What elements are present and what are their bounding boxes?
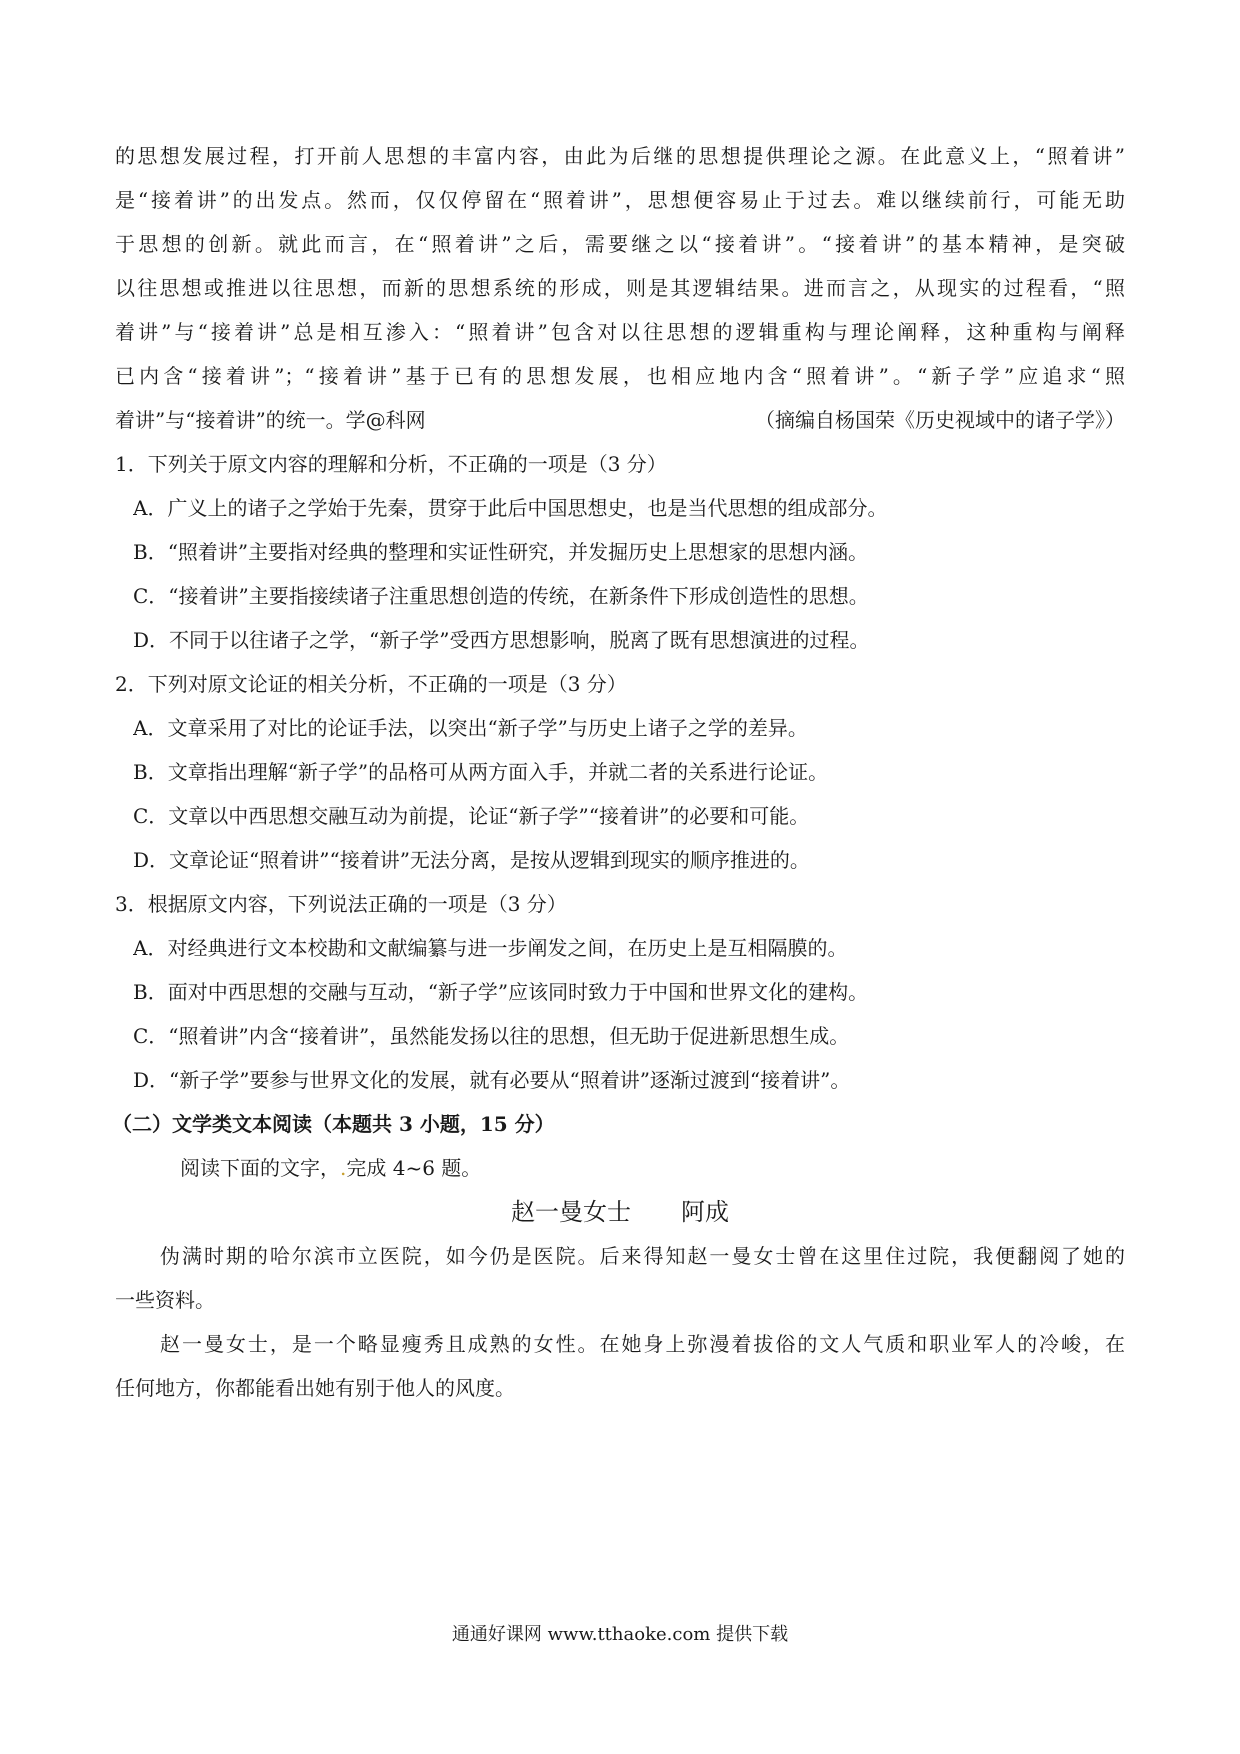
- passage-text: 着讲”与“接着讲”的统一。学@科网: [115, 408, 426, 432]
- question-stem: 3．根据原文内容，下列说法正确的一项是（3 分）: [115, 892, 567, 916]
- option-d: D．不同于以往诸子之学，“新子学”受西方思想影响，脱离了既有思想演进的过程。: [133, 628, 870, 652]
- story-line: 任何地方，你都能看出她有别于他人的风度。: [115, 1376, 515, 1400]
- story-line: 赵一曼女士，是一个略显瘦秀且成熟的女性。在她身上弥漫着拔俗的文人气质和职业军人的冷峻，在: [160, 1332, 1125, 1356]
- option-a: A．广义上的诸子之学始于先秦，贯穿于此后中国思想史，也是当代思想的组成部分。: [133, 496, 888, 520]
- story-line: 伪满时期的哈尔滨市立医院，如今仍是医院。后来得知赵一曼女士曾在这里住过院，我便翻阅了她的: [160, 1244, 1125, 1268]
- story-author: 阿成: [681, 1198, 729, 1226]
- option-c: C．“接着讲”主要指接续诸子注重思想创造的传统，在新条件下形成创造性的思想。: [133, 584, 869, 608]
- section-heading: （二）文学类文本阅读（本题共 3 小题，15 分）: [112, 1112, 555, 1136]
- option-b: B．文章指出理解“新子学”的品格可从两方面入手，并就二者的关系进行论证。: [133, 760, 829, 784]
- passage-last-line: [115, 406, 1125, 434]
- stray-dot: .: [340, 1156, 347, 1180]
- option-a: A．文章采用了对比的论证手法，以突出“新子学”与历史上诸子之学的差异。: [133, 716, 808, 740]
- passage-line: 于思想的创新。就此而言，在“照着讲”之后，需要继之以“接着讲”。“接着讲”的基本精神，是突破: [115, 232, 1125, 256]
- option-b: B．面对中西思想的交融与互动，“新子学”应该同时致力于中国和世界文化的建构。: [133, 980, 869, 1004]
- passage-line: 的思想发展过程，打开前人思想的丰富内容，由此为后继的思想提供理论之源。在此意义上，“照着讲”: [115, 144, 1125, 168]
- instruction: [180, 1154, 1190, 1182]
- option-a: A．对经典进行文本校勘和文献编纂与进一步阐发之间，在历史上是互相隔膜的。: [133, 936, 848, 960]
- option-d: D．文章论证“照着讲”“接着讲”无法分离，是按从逻辑到现实的顺序推进的。: [133, 848, 810, 872]
- story-title: 赵一曼女士: [511, 1198, 631, 1226]
- option-d: D．“新子学”要参与世界文化的发展，就有必要从“照着讲”逐渐过渡到“接着讲”。: [133, 1068, 851, 1092]
- option-c: C．文章以中西思想交融互动为前提，论证“新子学”“接着讲”的必要和可能。: [133, 804, 810, 828]
- story-line: 一些资料。: [115, 1288, 215, 1312]
- passage-line: 以往思想或推进以往思想，而新的思想系统的形成，则是其逻辑结果。进而言之，从现实的过程看，“照: [115, 276, 1125, 300]
- passage-line: 着讲”与“接着讲”总是相互渗入：“照着讲”包含对以往思想的逻辑重构与理论阐释，这种重构与阐释: [115, 320, 1125, 344]
- option-c: C．“照着讲”内含“接着讲”，虽然能发扬以往的思想，但无助于促进新思想生成。: [133, 1024, 850, 1048]
- passage-line: 是“接着讲”的出发点。然而，仅仅停留在“照着讲”，思想便容易止于过去。难以继续前行，可能无助: [115, 188, 1125, 212]
- source-citation: （摘编自杨国荣《历史视域中的诸子学》）: [755, 408, 1125, 432]
- page-footer: 通通好课网 www.tthaoke.com 提供下载: [451, 1624, 789, 1645]
- question-stem: 1．下列关于原文内容的理解和分析，不正确的一项是（3 分）: [115, 452, 667, 476]
- option-b: B．“照着讲”主要指对经典的整理和实证性研究，并发掘历史上思想家的思想内涵。: [133, 540, 869, 564]
- instruction-text: 阅读下面的文字，: [180, 1156, 340, 1180]
- instruction-text: 完成 4~6 题。: [346, 1156, 482, 1180]
- story-title-row: [0, 1198, 1240, 1226]
- question-stem: 2．下列对原文论证的相关分析，不正确的一项是（3 分）: [115, 672, 627, 696]
- passage-line: 已内含“接着讲”；“接着讲”基于已有的思想发展，也相应地内含“照着讲”。“新子学”应追求“照: [115, 364, 1125, 388]
